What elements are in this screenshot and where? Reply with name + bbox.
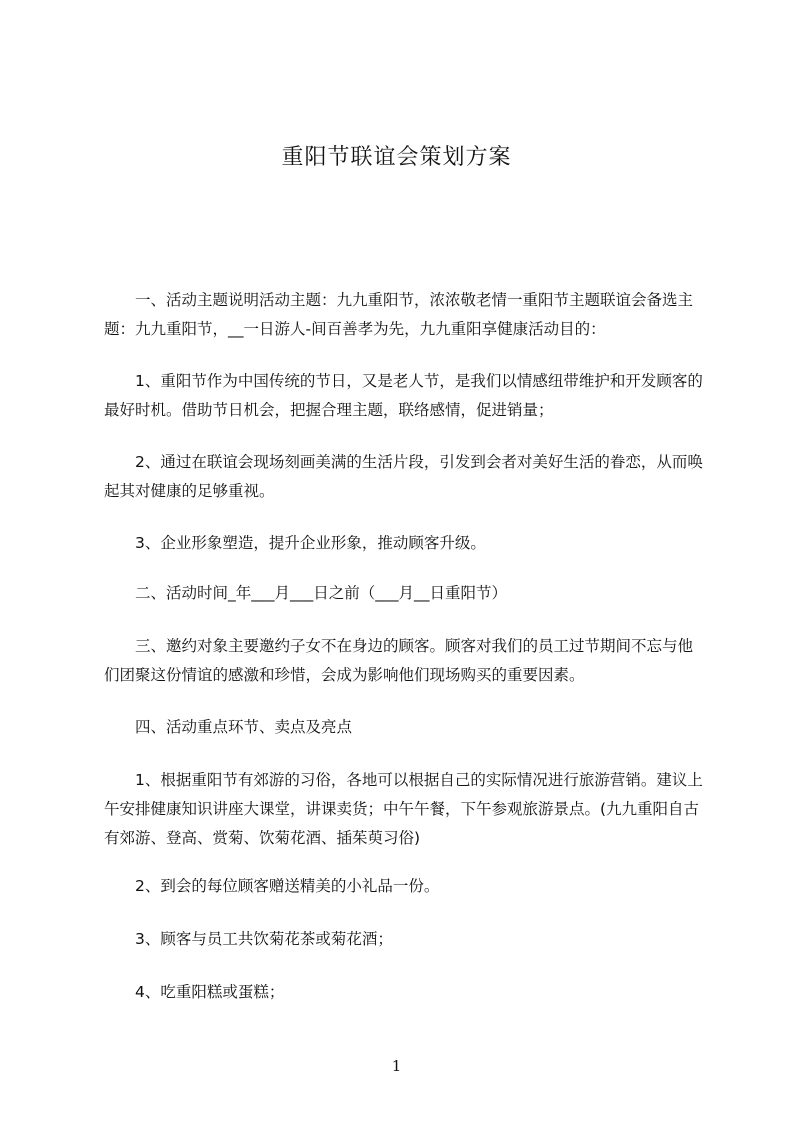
paragraph-invitees: 三、邀约对象主要邀约子女不在身边的顾客。顾客对我们的员工过节期间不忘与他们团聚这份情谊的感激和珍惜，会成为影响他们现场购买的重要因素。 [104, 637, 694, 684]
document-title: 重阳节联谊会策划方案 [281, 145, 512, 170]
paragraph-purpose-2: 2、通过在联谊会现场刻画美满的生活片段，引发到会者对美好生活的眷恋，从而唤起其对健康的足够重视。 [104, 453, 703, 500]
paragraph-theme: 一、活动主题说明活动主题：九九重阳节，浓浓敬老情一重阳节主题联谊会备选主题：九九重阳节，__一日游人-间百善孝为先，九九重阳享健康活动目的： [104, 291, 694, 338]
paragraph-highlight-4: 4、吃重阳糕或蛋糕； [135, 983, 285, 1001]
paragraph-highlights-heading: 四、活动重点环节、卖点及亮点 [135, 718, 353, 736]
paragraph-highlight-1: 1、根据重阳节有郊游的习俗，各地可以根据自己的实际情况进行旅游营销。建议上午安排健康知识讲座大课堂，讲课卖货；中午午餐，下午参观旅游景点。(九九重阳自古有郊游、登高、赏菊、饮菊花酒、插茱萸习俗) [104, 771, 703, 847]
paragraph-highlight-2: 2、到会的每位顾客赠送精美的小礼品一份。 [135, 877, 440, 895]
page-number: 1 [391, 1057, 402, 1075]
paragraph-time: 二、活动时间_年___月___日之前（___月__日重阳节） [135, 584, 508, 602]
paragraph-purpose-1: 1、重阳节作为中国传统的节日，又是老人节，是我们以情感纽带维护和开发顾客的最好时机。借助节日机会，把握合理主题，联络感情，促进销量； [104, 372, 703, 419]
paragraph-highlight-3: 3、顾客与员工共饮菊花茶或菊花酒； [135, 930, 393, 948]
paragraph-purpose-3: 3、企业形象塑造，提升企业形象，推动顾客升级。 [135, 534, 486, 552]
